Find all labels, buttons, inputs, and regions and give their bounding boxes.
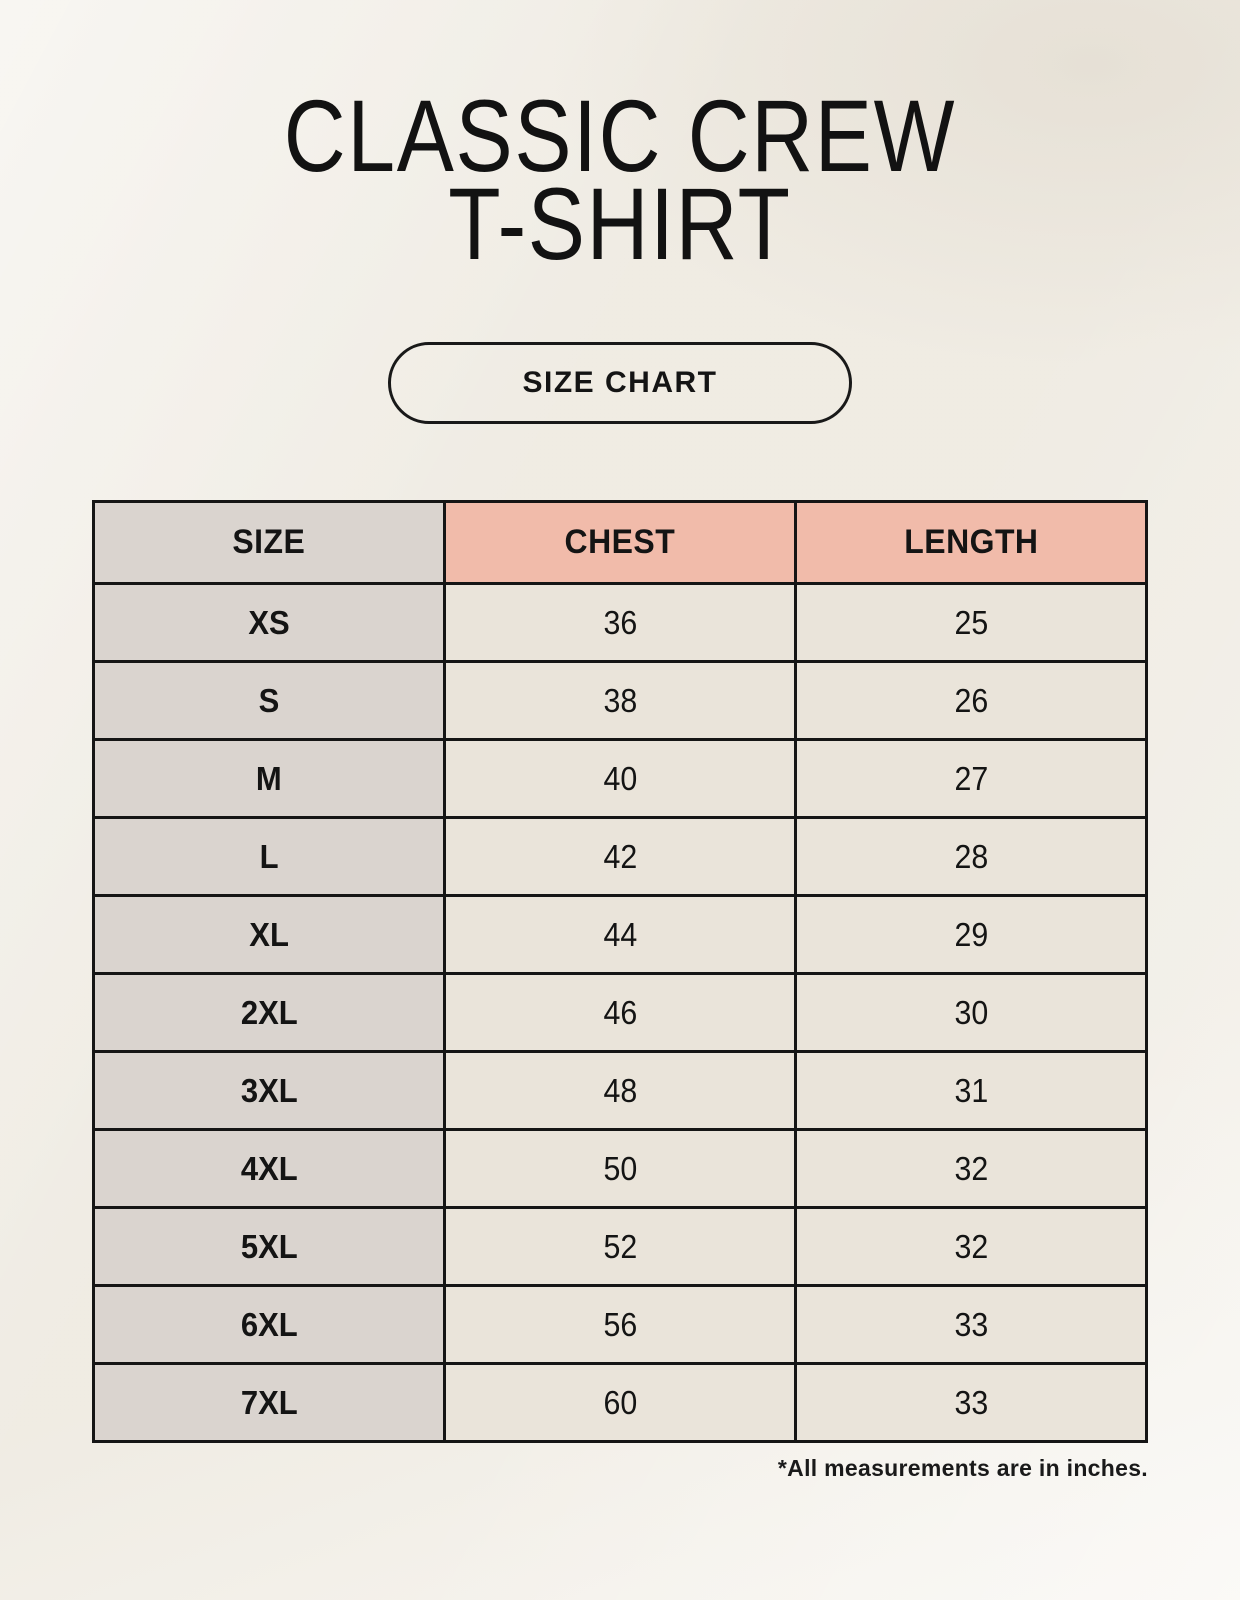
size-chart-button-container: [0, 342, 1240, 424]
table-row: [94, 1130, 1147, 1208]
length-cell: [796, 1130, 1147, 1208]
chest-cell: [445, 818, 796, 896]
length-cell: [796, 818, 1147, 896]
page-title-line-1: CLASSIC CREW: [283, 79, 957, 193]
size-cell: [94, 818, 445, 896]
size-cell: [94, 896, 445, 974]
size-label: 7XL: [240, 1383, 298, 1421]
size-cell: [94, 1286, 445, 1364]
chest-value: 50: [603, 1149, 637, 1187]
size-cell: [94, 662, 445, 740]
chest-cell: [445, 896, 796, 974]
table-row: [94, 818, 1147, 896]
length-value: 27: [954, 759, 988, 797]
chest-value: 36: [603, 603, 637, 641]
length-cell: [796, 1286, 1147, 1364]
size-label: XS: [248, 603, 290, 641]
size-chart-button-label: SIZE CHART: [522, 366, 718, 399]
chest-value: 44: [603, 915, 637, 953]
chest-value: 38: [603, 681, 637, 719]
chest-cell: [445, 1052, 796, 1130]
size-cell: [94, 974, 445, 1052]
length-value: 32: [954, 1149, 988, 1187]
length-cell: [796, 662, 1147, 740]
chest-cell: [445, 662, 796, 740]
size-label: 5XL: [240, 1227, 298, 1265]
chest-cell: [445, 1286, 796, 1364]
table-row: [94, 974, 1147, 1052]
size-cell: [94, 1208, 445, 1286]
column-header-label: LENGTH: [903, 523, 1039, 561]
page-title: [99, 79, 1141, 281]
header-cell-chest: [445, 502, 796, 584]
size-label: L: [259, 837, 279, 875]
length-cell: [796, 1052, 1147, 1130]
size-label: 3XL: [240, 1071, 298, 1109]
size-cell: [94, 584, 445, 662]
size-label: 4XL: [240, 1149, 298, 1187]
length-cell: [796, 974, 1147, 1052]
chest-value: 40: [603, 759, 637, 797]
chest-cell: [445, 740, 796, 818]
table-row: [94, 584, 1147, 662]
length-value: 25: [954, 603, 988, 641]
size-cell: [94, 1052, 445, 1130]
size-label: XL: [249, 915, 289, 953]
column-header-label: CHEST: [564, 523, 676, 561]
length-value: 26: [954, 681, 988, 719]
size-label: M: [256, 759, 282, 797]
chest-value: 52: [603, 1227, 637, 1265]
size-cell: [94, 740, 445, 818]
table-header-row: [94, 502, 1147, 584]
table-row: [94, 662, 1147, 740]
size-chart-button[interactable]: [388, 342, 852, 424]
table-row: [94, 896, 1147, 974]
length-cell: [796, 1208, 1147, 1286]
length-cell: [796, 1364, 1147, 1442]
measurements-footnote: *All measurements are in inches.: [777, 1455, 1148, 1481]
table-row: [94, 1364, 1147, 1442]
chest-value: 56: [603, 1305, 637, 1343]
length-cell: [796, 896, 1147, 974]
size-label: 6XL: [240, 1305, 298, 1343]
header-cell-length: [796, 502, 1147, 584]
size-cell: [94, 1130, 445, 1208]
chest-cell: [445, 1364, 796, 1442]
length-value: 33: [954, 1383, 988, 1421]
length-cell: [796, 584, 1147, 662]
table-row: [94, 1208, 1147, 1286]
size-chart-table: [92, 500, 1148, 1443]
length-value: 32: [954, 1227, 988, 1265]
header-cell-size: [94, 502, 445, 584]
chest-cell: [445, 1130, 796, 1208]
length-value: 29: [954, 915, 988, 953]
chest-value: 48: [603, 1071, 637, 1109]
length-value: 31: [954, 1071, 988, 1109]
chest-cell: [445, 1208, 796, 1286]
size-label: 2XL: [240, 993, 298, 1031]
length-value: 28: [954, 837, 988, 875]
size-label: S: [258, 681, 280, 719]
table-row: [94, 740, 1147, 818]
chest-value: 42: [603, 837, 637, 875]
table-row: [94, 1286, 1147, 1364]
chest-cell: [445, 974, 796, 1052]
column-header-label: SIZE: [232, 523, 306, 561]
chest-value: 60: [603, 1383, 637, 1421]
length-value: 33: [954, 1305, 988, 1343]
table-row: [94, 1052, 1147, 1130]
chest-cell: [445, 584, 796, 662]
length-cell: [796, 740, 1147, 818]
page-title-line-2: T-SHIRT: [448, 167, 792, 281]
length-value: 30: [954, 993, 988, 1031]
chest-value: 46: [603, 993, 637, 1031]
size-cell: [94, 1364, 445, 1442]
